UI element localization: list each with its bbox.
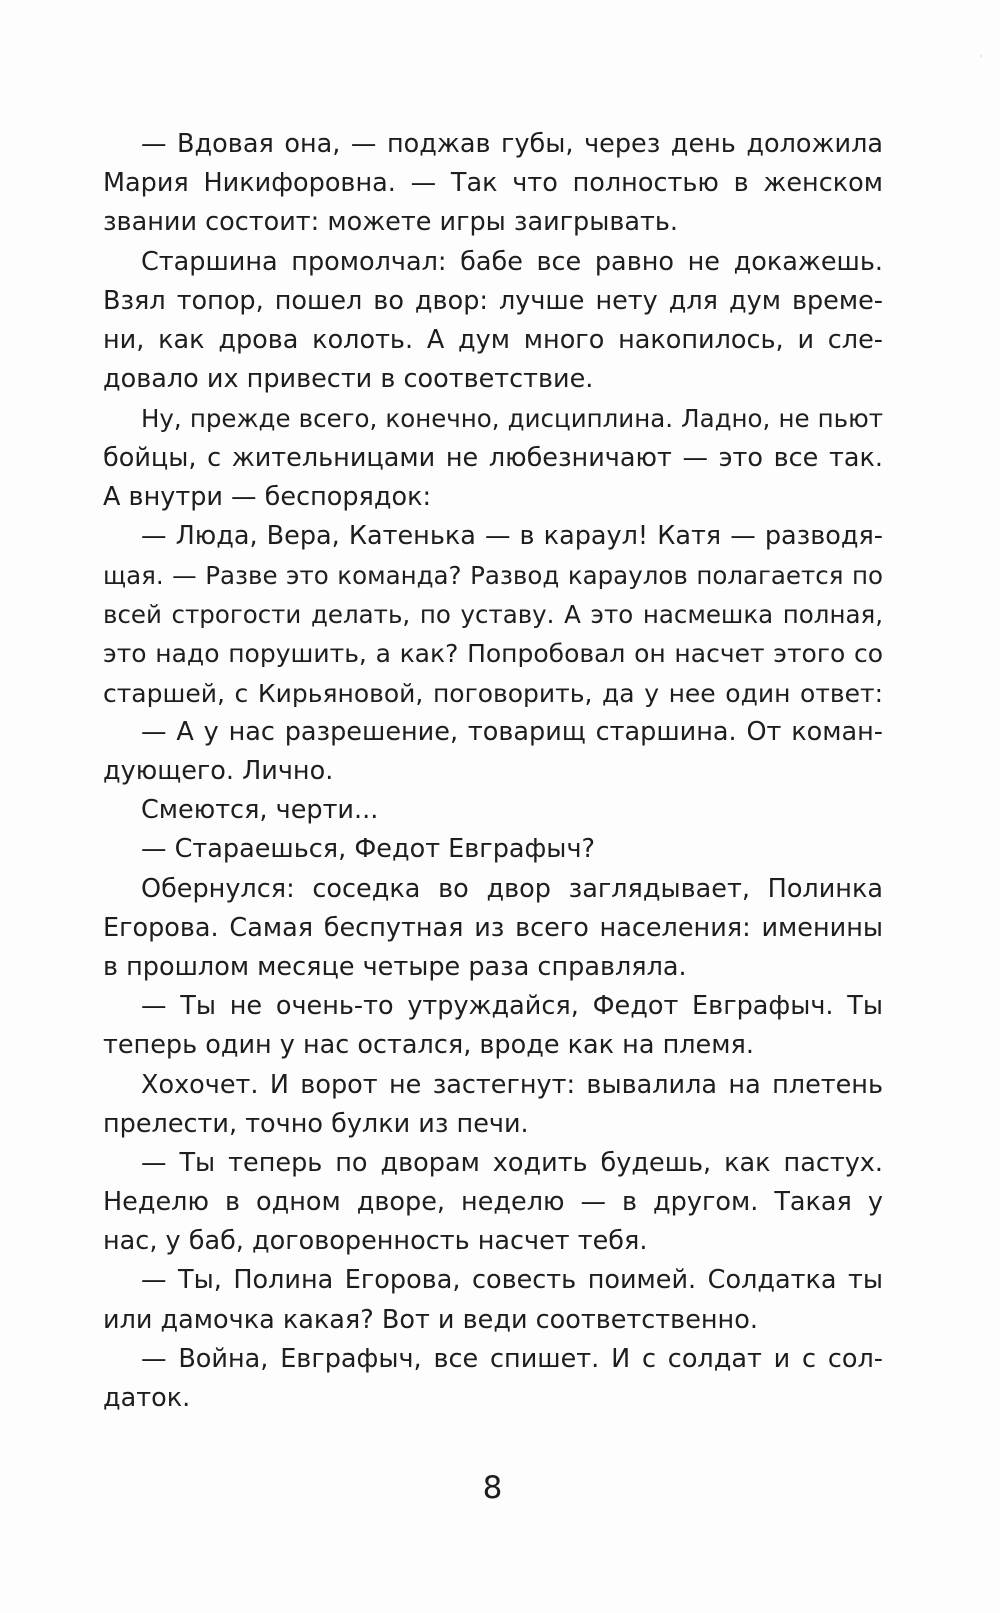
text-line: ни, как дрова колоть. А дум много накопилось, и сле-	[103, 324, 883, 355]
text-line: нас, у баб, договоренность насчет тебя.	[103, 1226, 648, 1257]
text-line: дующего. Лично.	[103, 756, 334, 786]
text-line: — А у нас разрешение, товарищ старшина. От коман-	[141, 716, 883, 747]
text-line: старшей, с Кирьяновой, поговорить, да у нее один ответ:	[103, 678, 883, 708]
text-line: — Стараешься, Федот Евграфыч?	[141, 834, 596, 865]
text-line: даток.	[103, 1383, 191, 1413]
page-number	[0, 1468, 1000, 1508]
text-line: — Ты теперь по дворам ходить будешь, как пастух.	[141, 1147, 883, 1178]
text-line: звании состоит: можете игры заигрывать.	[103, 207, 679, 238]
text-line: Неделю в одном дворе, неделю — в другом. Такая у	[103, 1187, 883, 1218]
text-line: всей строгости делать, по уставу. А это насмешка полная,	[103, 600, 883, 630]
text-line: бойцы, с жительницами не любезничают — это все так.	[103, 442, 883, 473]
text-line: или дамочка какая? Вот и веди соответственно.	[103, 1304, 758, 1335]
text-line: А внутри — беспорядок:	[103, 481, 432, 512]
text-line: Ну, прежде всего, конечно, дисциплина. Ладно, не пьют	[141, 404, 883, 434]
text-line: Мария Никифоровна. — Так что полностью в женском	[103, 168, 883, 199]
text-line: — Вдовая она, — поджав губы, через день доложила	[141, 129, 883, 159]
text-line: щая. — Разве это команда? Развод караулов полагается по	[103, 561, 883, 591]
text-line: — Ты, Полина Егорова, совесть поимей. Солдатка ты	[141, 1265, 883, 1296]
text-line: в прошлом месяце четыре раза справляла.	[103, 951, 687, 982]
text-line: — Люда, Вера, Катенька — в караул! Катя — разводя-	[141, 520, 883, 551]
text-line: Егорова. Самая беспутная из всего населения: именины	[103, 912, 883, 943]
text-line: довало их привести в соответствие.	[103, 364, 594, 395]
text-line: Хохочет. И ворот не застегнут: вывалила на плетень	[141, 1069, 883, 1100]
text-line: Взял топор, пошел во двор: лучше нету для дум време-	[103, 285, 883, 316]
text-line: прелести, точно булки из печи.	[103, 1108, 529, 1139]
text-line: — Ты не очень-то утруждайся, Федот Евграфыч. Ты	[141, 991, 883, 1022]
text-line: Обернулся: соседка во двор заглядывает, Полинка	[141, 873, 883, 904]
page-speck	[980, 55, 982, 57]
page-number-text: 8	[482, 1470, 503, 1506]
text-line: Смеются, черти...	[141, 795, 379, 826]
text-line: теперь один у нас остался, вроде как на племя.	[103, 1030, 754, 1061]
body-text	[103, 125, 883, 1418]
text-line: — Война, Евграфыч, все спишет. И с солдат и с сол-	[141, 1343, 883, 1374]
text-line: Старшина промолчал: бабе все равно не докажешь.	[141, 246, 883, 277]
text-line: это надо порушить, а как? Попробовал он насчет этого со	[103, 639, 883, 669]
